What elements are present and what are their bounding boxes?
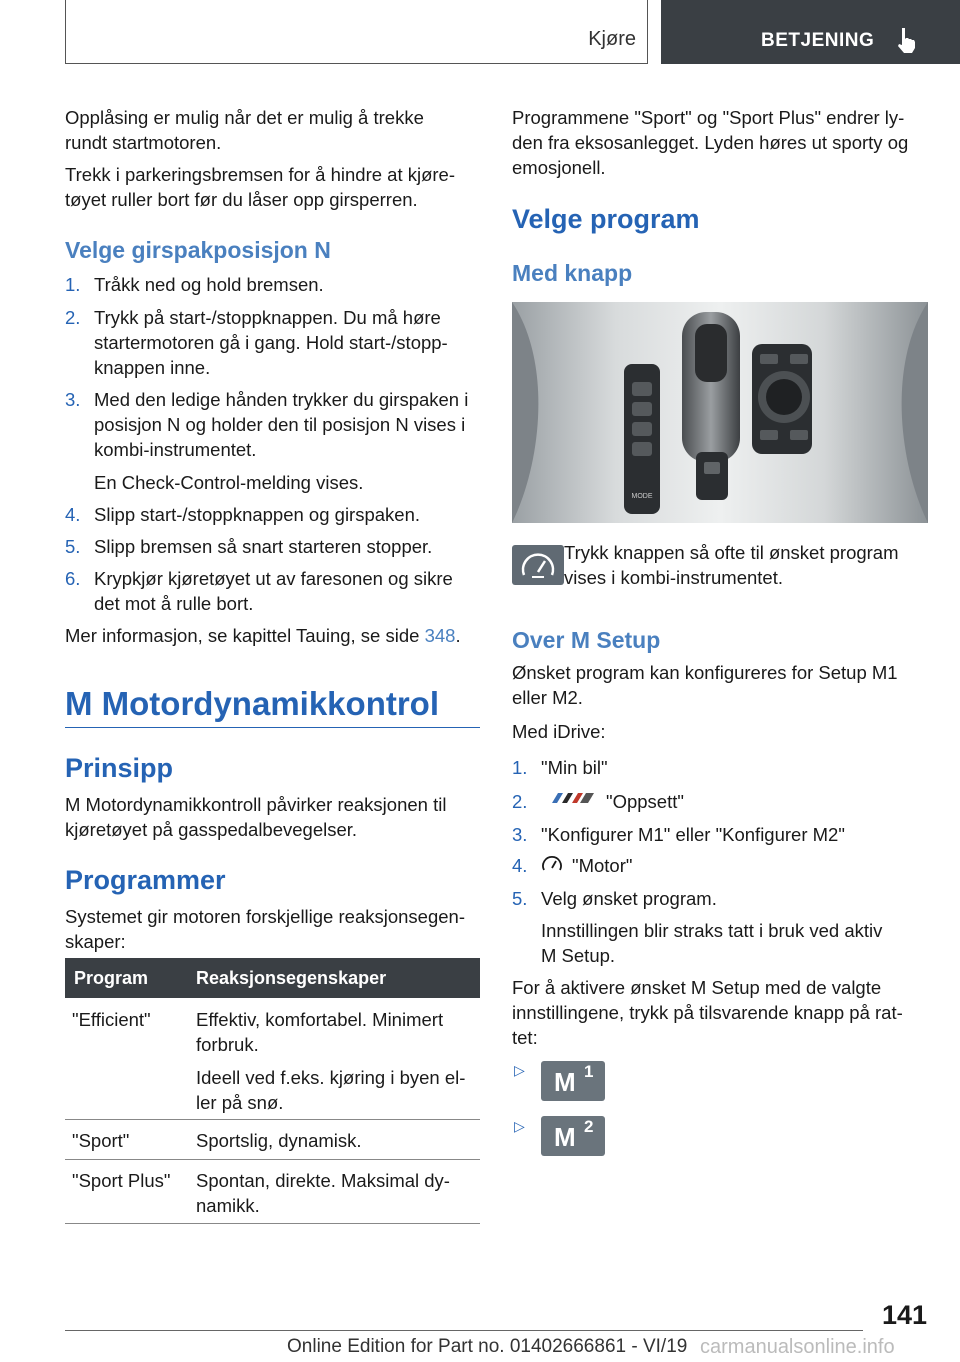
table-row-desc: Sportslig, dynamisk. — [196, 1130, 362, 1151]
heading-motordynamikk: M Motordynamikkontrol — [65, 685, 440, 722]
knapp-tip: Trykk knappen så ofte til ønsket program vises i kombi-instrumentet. — [564, 542, 899, 588]
girspak-steps-list: 1. Tråkk ned og hold bremsen. 2. Trykk på start-/stoppknappen. Du må høre startermotoren gå i gang. Hold start-/stopp- knappen inne. 3. Med den ledige hånden trykker du girspaken i posisjon N og holder den til posisjon N vises i kombi-instrumentet. En Check-Control-melding vises. 4. Slipp start-/stoppknappen og girspaken. 5. Slipp bremsen så snart starteren stopper. 6. Krypkjør kjøretøyet ut av faresonen og sikre det mot å rulle bort. — [65, 274, 469, 614]
table-row-program: "Sport Plus" — [72, 1170, 171, 1191]
m2-button-icon — [541, 1116, 605, 1156]
table-row-program: "Efficient" — [72, 1009, 151, 1030]
prinsipp-paragraph: M Motordynamikkontroll påvirker reaksjonen til kjøretøyet på gasspedalbevegelser. — [65, 794, 447, 840]
mode-button-label: MODE — [631, 493, 653, 500]
center-console-photo — [512, 302, 928, 523]
bullet-m2: ▷ — [514, 1118, 525, 1134]
m1-number: 1 — [584, 1062, 594, 1081]
sport-display-icon-box — [512, 545, 564, 585]
footer-divider — [65, 1330, 863, 1331]
idrive-label: Med iDrive: — [512, 721, 606, 742]
heading-med-knapp: Med knapp — [512, 260, 633, 286]
m1-button-icon — [541, 1061, 605, 1101]
page-number: 141 — [882, 1300, 928, 1330]
m1-letter: M — [554, 1067, 576, 1097]
footer-edition: Online Edition for Part no. 01402666861 - VI/19 — [287, 1336, 688, 1357]
pointing-hand-icon — [893, 26, 921, 54]
sport-intro-paragraph: Programmene "Sport" og "Sport Plus" endrer ly- den fra eksosanlegget. Lyden høres ut sporty og emosjonell. — [512, 107, 909, 178]
m-logo-icon — [550, 791, 596, 805]
intro-paragraph: Opplåsing er mulig når det er mulig å trekke rundt startmotoren. — [65, 107, 424, 153]
table-row-desc: Spontan, direkte. Maksimal dy- namikk. — [196, 1170, 450, 1216]
setup-paragraph: Ønsket program kan konfigureres for Setup M1 eller M2. — [512, 662, 898, 708]
activate-paragraph: For å aktivere ønsket M Setup med de valgte innstillingene, trykk på tilsvarende knapp på rat- tet: — [512, 977, 903, 1048]
watermark: carmanualsonline.info — [700, 1336, 895, 1358]
table-row-program: "Sport" — [72, 1130, 130, 1151]
program-table-header — [65, 958, 480, 998]
heading-girspak: Velge girspakposisjon N — [65, 237, 331, 263]
engine-speedometer-icon — [541, 854, 563, 874]
table-col-reaksjon: Reaksjonsegenskaper — [196, 968, 387, 988]
heading-over-m-setup: Over M Setup — [512, 627, 661, 653]
table-col-program: Program — [74, 968, 149, 988]
heading-velge-program: Velge program — [512, 204, 700, 234]
heading-underline — [65, 727, 480, 728]
parking-brake-paragraph: Trekk i parkeringsbremsen for å hindre at kjøre- tøyet ruller bort før du låser opp girsperren. — [65, 164, 456, 210]
table-row-desc: Effektiv, komfortabel. Minimert forbruk. Ideell ved f.eks. kjøring i byen el- ler på snø. — [196, 1009, 466, 1113]
more-info-line: Mer informasjon, se kapittel Tauing, se side 348. — [65, 625, 461, 646]
bullet-m1: ▷ — [514, 1062, 525, 1078]
table-rule — [65, 1159, 480, 1160]
header-section: BETJENING — [761, 30, 875, 51]
header-chapter-box — [65, 0, 648, 64]
heading-prinsipp: Prinsipp — [65, 753, 174, 783]
programmer-paragraph: Systemet gir motoren forskjellige reaksjonsegen- skaper: — [65, 906, 465, 952]
heading-programmer: Programmer — [65, 865, 226, 895]
table-rule — [65, 1223, 480, 1224]
speedometer-icon — [512, 545, 564, 585]
idrive-steps-list: 1. "Min bil" 2. "Oppsett" 3. "Konfigurer M1" eller "Konfigurer M2" 4. "Motor" 5. Velg ønsket program. Innstillingen blir straks tatt i bruk ved aktiv M Setup. — [512, 757, 883, 966]
m2-letter: M — [554, 1122, 576, 1152]
header-chapter: Kjøre — [588, 28, 636, 50]
m2-number: 2 — [584, 1117, 594, 1136]
page-link-348[interactable]: 348 — [424, 625, 456, 646]
table-rule — [65, 1119, 480, 1120]
